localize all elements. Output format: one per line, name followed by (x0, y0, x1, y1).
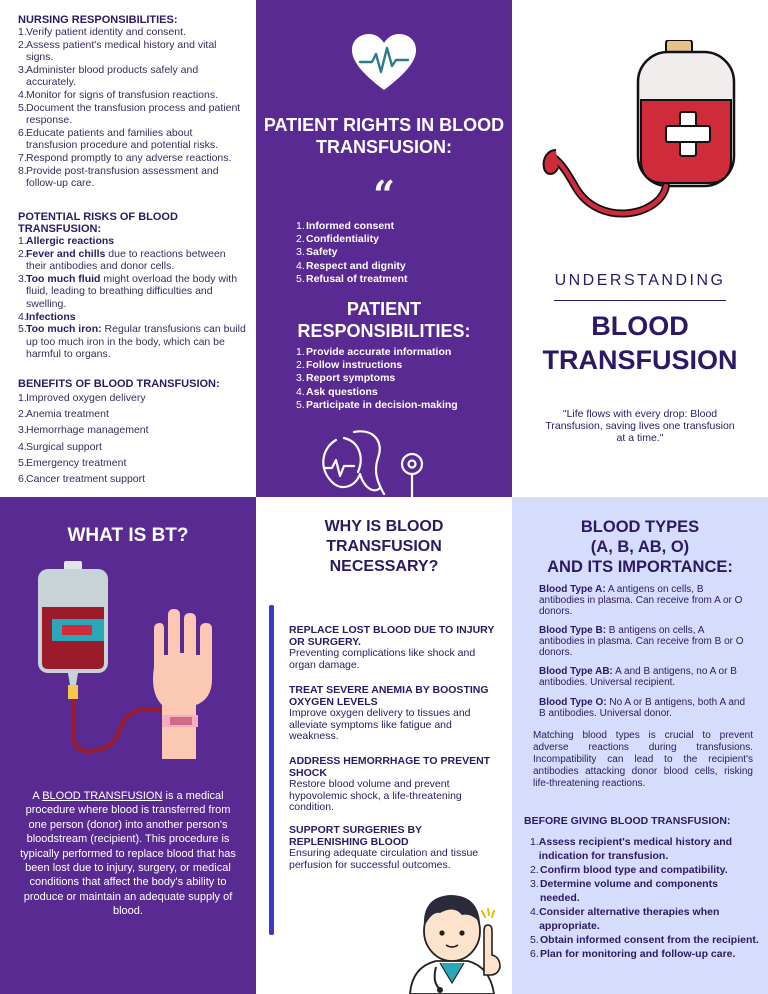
list-item: 1. Provide accurate information (296, 346, 452, 358)
transfusion-illustration (34, 559, 230, 759)
rights-title: PATIENT RIGHTS IN BLOOD TRANSFUSION: (263, 115, 505, 157)
list-item: 4. Surgical support (18, 440, 102, 453)
cover-title-line1: BLOOD (591, 311, 689, 341)
list-item: 5. Participate in decision-making (296, 398, 458, 411)
benefits-section (18, 378, 246, 487)
list-item: 6. Cancer treatment support (18, 473, 146, 486)
list-item: 5. Obtain informed consent from the recipient. (530, 934, 759, 946)
list-item: 4. Ask questions (296, 385, 378, 398)
list-item: 3. Administer blood products safely and accurately. (18, 63, 199, 89)
blood-type-item: Blood Type AB: A and B antigens, no A or B antibodies. Universal recipient. (539, 666, 737, 688)
panel-nursing-risks-benefits (0, 0, 256, 497)
list-item: 1. Informed consent (296, 220, 395, 232)
list-item: 2. Fever and chills due to reactions between their antibodies and donor cells. (18, 247, 226, 273)
types-title: BLOOD TYPES (A, B, AB, O) AND ITS IMPORTANCE: (547, 518, 733, 576)
list-item: 5. Refusal of treatment (296, 272, 408, 285)
blood-type-item: Blood Type O: No A or B antigens, both A and B antibodies. Universal donor. (539, 697, 746, 719)
quote-mark: “ (373, 172, 395, 217)
risks-section (18, 211, 246, 361)
panel-what-is-bt (0, 497, 256, 994)
understanding-label: UNDERSTANDING (554, 272, 726, 289)
list-item: 2. Assess patient's medical history and vital signs. (18, 38, 217, 64)
nursing-list (18, 26, 246, 190)
panel-why-necessary (256, 497, 512, 994)
nursing-title: NURSING RESPONSIBILITIES: (18, 14, 178, 26)
list-item: 8. Provide post-transfusion assessment and follow-up care. (18, 164, 219, 190)
reason-item: REPLACE LOST BLOOD DUE TO INJURY OR SURGERY. Preventing complications like shock and organ damage. (289, 624, 495, 671)
list-item: 5. Emergency treatment (18, 456, 127, 469)
blood-type-item: Blood Type B: B antigens on cells, A antibodies in plasma. Can receive from B or O donors. (539, 625, 744, 658)
list-item: 5. Too much iron: Regular transfusions can build up too much iron in the body, which can be harmful to organs. (18, 323, 246, 361)
rights-list (296, 220, 408, 286)
list-item: 4. Infections (18, 310, 76, 323)
blood-bag-icon (540, 40, 752, 230)
list-item: 1. Verify patient identity and consent. (18, 26, 186, 38)
patient-resp-title: PATIENT RESPONSIBILITIES: (297, 299, 471, 341)
before-title: BEFORE GIVING BLOOD TRANSFUSION: (524, 815, 731, 827)
list-item: 2. Confidentiality (296, 233, 379, 246)
list-item: 6. Plan for monitoring and follow-up care. (530, 948, 736, 960)
list-item: 1. Allergic reactions (18, 235, 115, 247)
panel-patient-rights (256, 0, 512, 497)
reason-item: TREAT SEVERE ANEMIA BY BOOSTING OXYGEN LEVELS Improve oxygen delivery to tissues and alleviate symptoms like fatigue and weakness. (289, 684, 489, 742)
divider (554, 300, 726, 301)
patient-resp-list (296, 346, 458, 412)
stethoscope-icon (314, 428, 454, 497)
reason-item: SUPPORT SURGERIES BY REPLENISHING BLOOD Ensuring adequate circulation and tissue perfusion for successful outcomes. (289, 824, 479, 871)
list-item: 3. Safety (296, 246, 338, 259)
panel-cover (512, 0, 768, 497)
list-item: 3. Report symptoms (296, 372, 396, 385)
heart-pulse-icon (350, 32, 418, 94)
list-item: 1. Improved oxygen delivery (18, 392, 146, 404)
what-body: A BLOOD TRANSFUSION is a medical procedure where blood is transferred from one person (donor) into another person's bloodstream (recipient). This procedure is typically performed to replace blood that has been lost due to injury, surgery, or medical conditions that affect the body's ability to produce or maintain an adequate supply of blood. (20, 790, 236, 918)
risks-title: POTENTIAL RISKS OF BLOOD TRANSFUSION: (18, 211, 178, 235)
list-item: 6. Educate patients and families about transfusion procedure and potential risks. (18, 126, 219, 152)
nurse-illustration (406, 875, 506, 994)
before-list (530, 835, 760, 961)
importance-text: Matching blood types is crucial to prevent adverse reactions during transfusions. Incompatibility can lead to the recipient's antibodies attacking donor blood cells, risking life-threatening reactions. (533, 730, 753, 789)
cover-quote: "Life flows with every drop: Blood Transfusion, saving lives one transfusion at a time." (545, 408, 735, 444)
list-item: 7. Respond promptly to any adverse reactions. (18, 151, 232, 164)
bt-link[interactable]: BLOOD TRANSFUSION (42, 790, 163, 802)
list-item: 2. Follow instructions (296, 359, 403, 372)
what-title: WHAT IS BT? (67, 525, 189, 546)
why-title: WHY IS BLOOD TRANSFUSION NECESSARY? (324, 518, 444, 575)
benefits-title: BENEFITS OF BLOOD TRANSFUSION: (18, 378, 220, 390)
blood-type-item: Blood Type A: A antigens on cells, B antibodies in plasma. Can receive from A or O donors. (539, 584, 743, 617)
risks-list (18, 235, 246, 361)
list-item: 4. Monitor for signs of transfusion reactions. (18, 88, 219, 101)
list-item: 3. Determine volume and components needed. (530, 878, 718, 904)
list-item: 2. Confirm blood type and compatibility. (530, 864, 728, 876)
list-item: 2. Anemia treatment (18, 408, 109, 421)
accent-bar (269, 605, 274, 935)
list-item: 5. Document the transfusion process and patient response. (18, 101, 241, 127)
nursing-section (18, 14, 246, 190)
panel-blood-types (512, 497, 768, 994)
list-item: 3. Too much fluid might overload the body with fluid, leading to breathing difficulties and swelling. (18, 272, 238, 310)
list-item: 4. Respect and dignity (296, 259, 406, 272)
benefits-list (18, 390, 246, 487)
list-item: 1. Assess recipient's medical history and indication for transfusion. (530, 836, 733, 862)
cover-title-line2: TRANSFUSION (542, 345, 738, 375)
reason-item: ADDRESS HEMORRHAGE TO PREVENT SHOCK Restore blood volume and prevent hypovolemic shock, a life-threatening condition. (289, 755, 491, 813)
list-item: 4. Consider alternative therapies when appropriate. (530, 906, 720, 932)
list-item: 3. Hemorrhage management (18, 424, 149, 437)
